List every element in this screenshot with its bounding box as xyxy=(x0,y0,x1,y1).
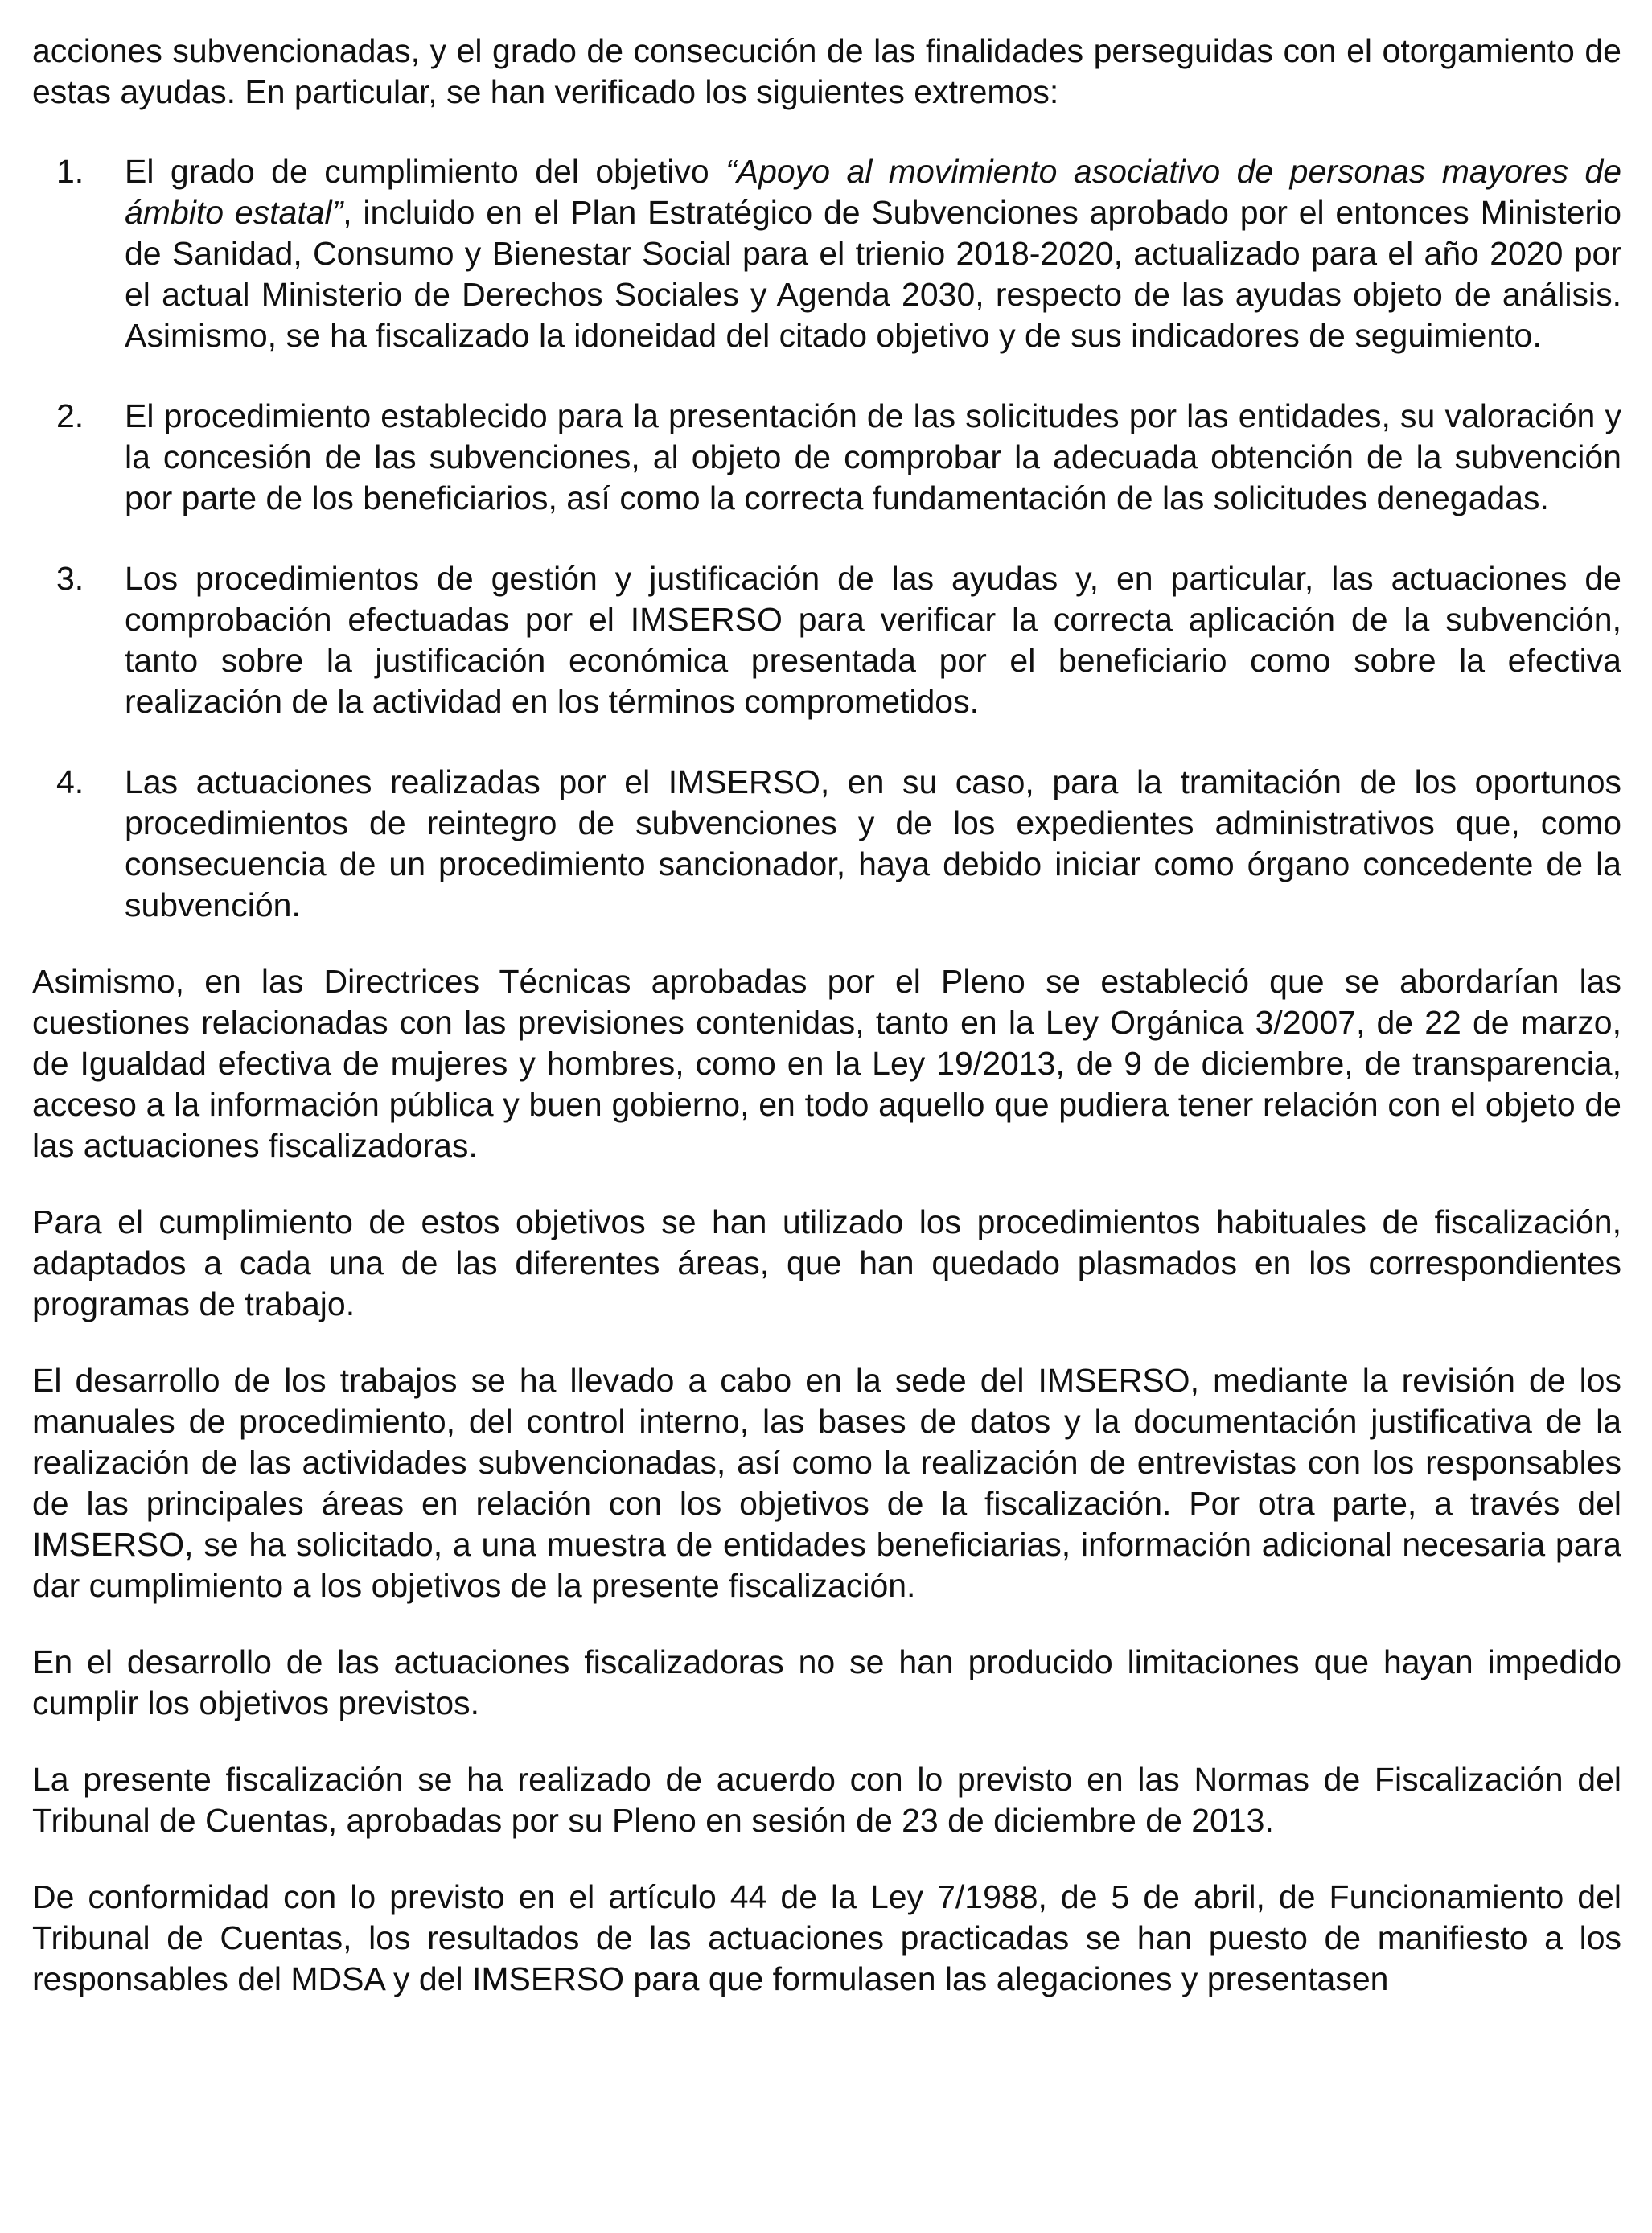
limitaciones-paragraph: En el desarrollo de las actuaciones fiscalizadoras no se han producido limitaciones que hayan impedido cumplir los objetivos previstos. xyxy=(32,1643,1621,1721)
directrices-paragraph: Asimismo, en las Directrices Técnicas aprobadas por el Pleno se estableció que se abordarían las cuestiones relacionadas con las previsiones contenidas, tanto en la Ley Orgánica 3/2007, de 22 de marzo, de Igualdad efectiva de mujeres y hombres, como en la Ley 19/2013, de 9 de diciembre, de transparencia, acceso a la información pública y buen gobierno, en todo aquello que pudiera tener relación con el objeto de las actuaciones fiscalizadoras. xyxy=(32,963,1621,1164)
list-item-text xyxy=(125,153,1621,354)
list-item xyxy=(32,558,1621,722)
intro-paragraph: acciones subvencionadas, y el grado de consecución de las finalidades perseguidas con el otorgamiento de estas ayudas. En particular, se han verificado los siguientes extremos: xyxy=(32,32,1621,110)
list-item-number: 3. xyxy=(56,560,84,597)
list-item-number: 1. xyxy=(56,153,84,190)
list-item-text: Las actuaciones realizadas por el IMSERSO, en su caso, para la tramitación de los oportunos procedimientos de reintegro de subvenciones y de los expedientes administrativos que, como consecuencia de un procedimiento sancionador, haya debido iniciar como órgano concedente de la subvención. xyxy=(125,763,1621,923)
list-item-number: 2. xyxy=(56,397,84,434)
list-item xyxy=(32,762,1621,926)
objectives-list xyxy=(32,151,1621,926)
list-item xyxy=(32,151,1621,356)
list-item-text: El procedimiento establecido para la presentación de las solicitudes por las entidades, su valoración y la concesión de las subvenciones, al objeto de comprobar la adecuada obtención de la subvención por parte de los beneficiarios, así como la correcta fundamentación de las solicitudes denegadas. xyxy=(125,397,1621,516)
list-item xyxy=(32,396,1621,519)
list-item-lead: El grado de cumplimiento del objetivo xyxy=(125,153,726,190)
list-item-number: 4. xyxy=(56,763,84,800)
document-page xyxy=(32,31,1621,2000)
list-item-rest: , incluido en el Plan Estratégico de Subvenciones aprobado por el entonces Ministerio de Sanidad, Consumo y Bienestar Social para el trienio 2018-2020, actualizado para el año 2020 por el actual Ministerio de Derechos Sociales y Agenda 2030, respecto de las ayudas objeto de análisis. Asimismo, se ha fiscalizado la idoneidad del citado objetivo y de sus indicadores de seguimiento. xyxy=(125,194,1621,354)
normas-paragraph: La presente fiscalización se ha realizado de acuerdo con lo previsto en las Normas de Fiscalización del Tribunal de Cuentas, aprobadas por su Pleno en sesión de 23 de diciembre de 2013. xyxy=(32,1761,1621,1839)
objective-quote: “Apoyo al movimiento asociativo de personas mayores de ámbito estatal” xyxy=(125,153,1621,231)
list-item-text: Los procedimientos de gestión y justificación de las ayudas y, en particular, las actuaciones de comprobación efectuadas por el IMSERSO para verificar la correcta aplicación de la subvención, tanto sobre la justificación económica presentada por el beneficiario como sobre la efectiva realización de la actividad en los términos comprometidos. xyxy=(125,560,1621,720)
alegaciones-paragraph: De conformidad con lo previsto en el artículo 44 de la Ley 7/1988, de 5 de abril, de Funcionamiento del Tribunal de Cuentas, los resultados de las actuaciones practicadas se han puesto de manifiesto a los responsables del MDSA y del IMSERSO para que formulasen las alegaciones y presentasen xyxy=(32,1878,1621,1997)
procedimientos-paragraph: Para el cumplimiento de estos objetivos se han utilizado los procedimientos habituales de fiscalización, adaptados a cada una de las diferentes áreas, que han quedado plasmados en los correspondientes programas de trabajo. xyxy=(32,1203,1621,1322)
desarrollo-paragraph: El desarrollo de los trabajos se ha llevado a cabo en la sede del IMSERSO, mediante la revisión de los manuales de procedimiento, del control interno, las bases de datos y la documentación justificativa de la realización de las actividades subvencionadas, así como la realización de entrevistas con los responsables de las principales áreas en relación con los objetivos de la fiscalización. Por otra parte, a través del IMSERSO, se ha solicitado, a una muestra de entidades beneficiarias, información adicional necesaria para dar cumplimiento a los objetivos de la presente fiscalización. xyxy=(32,1362,1621,1604)
